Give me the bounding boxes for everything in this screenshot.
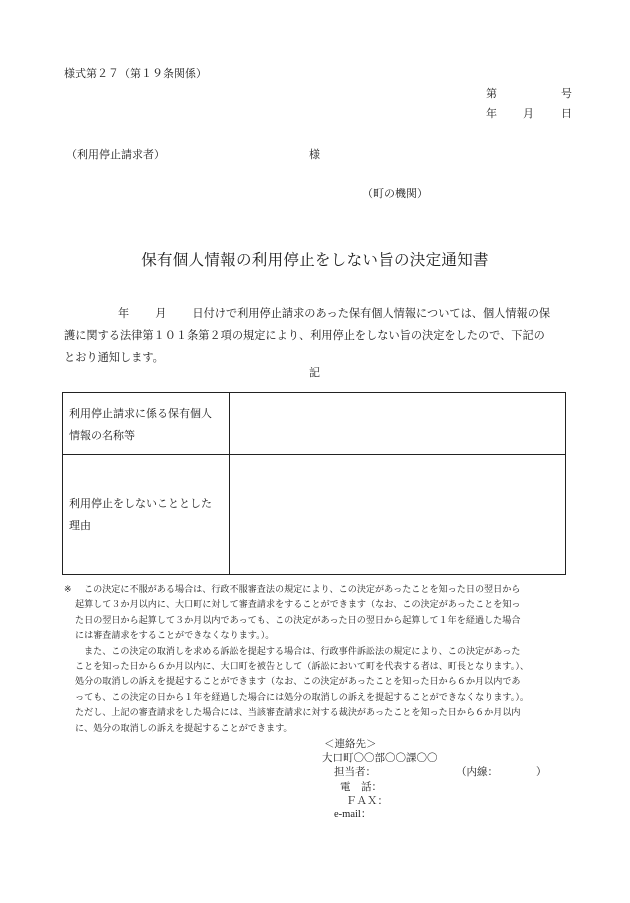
document-number-suffix: 号 [561,87,572,100]
contact-email-label: e-mail： [334,809,372,821]
contact-person-line [322,765,547,779]
contact-department: 大口町〇〇部〇〇課〇〇 [322,752,438,765]
document-title: 保有個人情報の利用停止をしない旨の決定通知書 [141,251,489,269]
note-line: に、処分の取消しの訴えを提起することができます。 [75,723,293,734]
contact-extension-close: ） [536,766,547,779]
note-line: っても、この決定の日から１年を経過した場合には処分の取消しの訴えを提起することができなくなります。）。 [75,692,529,703]
contact-fax-label: ＦＡＸ： [346,794,388,807]
document-number-prefix: 第 [486,87,497,100]
note-line: 処分の取消しの訴えを提起することができます（なお、この決定があったことを知った日から６か月以内であ [75,677,521,688]
note-line: 起算して３か月以内に、大口町に対して審査請求をすることができます（なお、この決定があったことを知っ [75,600,521,611]
table-label-info-name [69,403,227,447]
ki-heading: 記 [309,366,320,379]
table-label-reason-line1: 利用停止をしないこととした [69,497,212,510]
body-year-label: 年 [118,307,130,320]
body-line-2: 護に関する法律第１０１条第２項の規定により、利用停止をしない旨の決定をしたので、下記の [64,329,545,342]
note-line: ことを知った日から６か月以内に、大口町を被告として（訴訟において町を代表する者は、町長となります。）、 [75,662,529,673]
issuer-name: （町の機関） [362,187,428,200]
notes-section [64,583,574,737]
detail-table [62,392,566,575]
body-paragraph [64,303,568,369]
table-row-name [63,393,565,455]
table-label-info-name-line1: 利用停止請求に係る保有個人 [69,407,212,420]
table-label-reason [69,493,227,537]
date-day-label: 日 [561,107,572,120]
body-line-3: とおり通知します。 [64,351,164,364]
date-year-label: 年 [486,107,497,120]
note-mark: ※ [64,585,72,595]
note-line: には審査請求をすることができなくなります。）。 [75,631,275,642]
addressee-honorific: 様 [309,148,320,161]
contact-extension-label: （内線： [456,766,498,779]
body-month-label: 月 [155,307,167,320]
note-line: ただし、上記の審査請求をした場合には、当該審査請求に対する裁決があったことを知った日から６か月以内 [75,708,521,719]
contact-block [322,737,547,822]
note-line [64,583,574,598]
note-line: また、この決定の取消しを求める訴訟を提起する場合は、行政事件訴訟法の規定により、この決定があった [84,646,521,657]
addressee-name: （利用停止請求者） [66,148,165,161]
note-line: た日の翌日から起算して３か月以内であっても、この決定があった日の翌日から起算して１年を経過した場合 [75,615,521,626]
body-line-1-text: 日付けで利用停止請求のあった保有個人情報については、個人情報の保 [192,307,551,320]
table-column-divider [229,455,230,575]
table-column-divider [229,393,230,454]
table-row-reason [63,455,565,575]
note-text: この決定に不服がある場合は、行政不服審査法の規定により、この決定があったことを知った日の翌日から [84,585,521,595]
contact-person-label: 担当者： [334,766,376,779]
contact-phone-label: 電 話： [340,780,382,793]
table-label-info-name-line2: 情報の名称等 [69,429,135,442]
body-line-1 [64,303,568,325]
table-label-reason-line2: 理由 [69,519,91,532]
contact-heading: ＜連絡先＞ [324,738,377,750]
date-month-label: 月 [523,107,534,120]
form-number: 様式第２７（第１９条関係） [64,67,207,80]
